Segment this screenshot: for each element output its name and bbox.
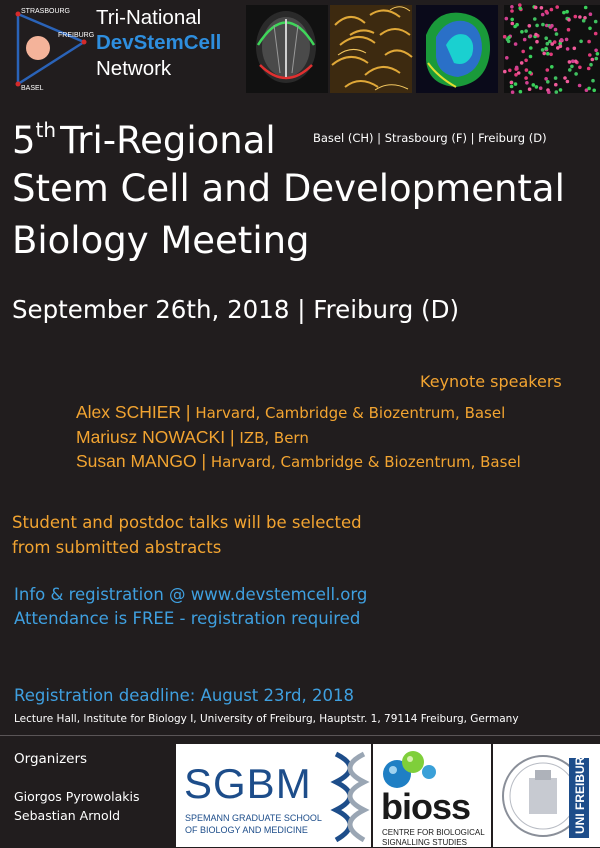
footer-divider xyxy=(0,735,600,736)
university-logo-name: UNI FREIBURG xyxy=(573,747,587,834)
sgbm-logo-subtitle-2: OF BIOLOGY AND MEDICINE xyxy=(185,825,308,835)
sgbm-logo-name: SGBM xyxy=(184,760,312,807)
keynote-speaker xyxy=(76,402,505,423)
network-title-line2: DevStemCell xyxy=(96,31,222,54)
title-line1 xyxy=(12,107,276,164)
title-line1-text: Tri-Regional xyxy=(60,119,276,162)
city-basel: BASEL xyxy=(21,85,44,92)
date-location: September 26th, 2018 | Freiburg (D) xyxy=(12,295,460,324)
speaker-separator: | xyxy=(225,427,240,447)
university-freiburg-logo xyxy=(493,744,600,847)
speaker-affiliation: Harvard, Cambridge & Biozentrum, Basel xyxy=(195,404,506,422)
title-line3: Biology Meeting xyxy=(12,219,310,262)
organizer-name: Sebastian Arnold xyxy=(14,808,121,823)
city-freiburg: FREIBURG xyxy=(58,32,95,39)
bioss-logo-subtitle-2: SIGNALLING STUDIES xyxy=(382,838,467,847)
keynote-heading: Keynote speakers xyxy=(420,372,562,391)
keynote-speaker xyxy=(76,451,521,472)
sgbm-logo-subtitle-1: SPEMANN GRADUATE SCHOOL xyxy=(185,813,322,823)
title-ordinal-suffix: th xyxy=(35,118,57,142)
dna-helix-icon xyxy=(330,750,370,844)
network-triangle-logo xyxy=(8,4,95,92)
speaker-separator: | xyxy=(181,402,196,422)
speaker-separator: | xyxy=(196,451,211,471)
micrograph-wing-disc-image xyxy=(416,5,498,93)
venue-address: Lecture Hall, Institute for Biology I, University of Freiburg, Hauptstr. 1, 79114 Freiburg, Germany xyxy=(14,713,519,725)
micrograph-bristles-image xyxy=(330,5,412,93)
speaker-affiliation: Harvard, Cambridge & Biozentrum, Basel xyxy=(210,453,521,471)
title-cities: Basel (CH) | Strasbourg (F) | Freiburg (D) xyxy=(313,131,547,145)
speaker-name: Alex SCHIER xyxy=(76,402,182,422)
micrograph-cells-image xyxy=(504,5,600,93)
bioss-logo xyxy=(373,744,491,847)
organizer-name: Giorgos Pyrowolakis xyxy=(14,789,140,804)
bioss-logo-name: bioss xyxy=(381,786,471,827)
bioss-logo-subtitle-1: CENTRE FOR BIOLOGICAL xyxy=(382,828,485,837)
speaker-name: Mariusz NOWACKI xyxy=(76,427,226,447)
city-strasbourg: STRASBOURG xyxy=(21,8,71,15)
university-seal-icon xyxy=(499,748,595,844)
talks-note-line1: Student and postdoc talks will be selected xyxy=(12,513,362,532)
keynote-speaker xyxy=(76,427,309,448)
micrograph-eye-image xyxy=(246,5,328,93)
registration-deadline: Registration deadline: August 23rd, 2018 xyxy=(14,686,354,705)
talks-note-line2: from submitted abstracts xyxy=(12,538,222,557)
network-title-line3: Network xyxy=(96,57,172,80)
speaker-name: Susan MANGO xyxy=(76,451,197,471)
registration-info-link[interactable]: Info & registration @ www.devstemcell.org xyxy=(14,585,368,604)
sgbm-logo xyxy=(176,744,371,847)
attendance-note: Attendance is FREE - registration required xyxy=(14,609,361,628)
speaker-affiliation: IZB, Bern xyxy=(239,429,309,447)
network-title-line1: Tri-National xyxy=(96,6,202,29)
title-ordinal-number: 5 xyxy=(12,119,36,162)
organizers-heading: Organizers xyxy=(14,751,88,767)
title-line2: Stem Cell and Developmental xyxy=(12,167,565,210)
